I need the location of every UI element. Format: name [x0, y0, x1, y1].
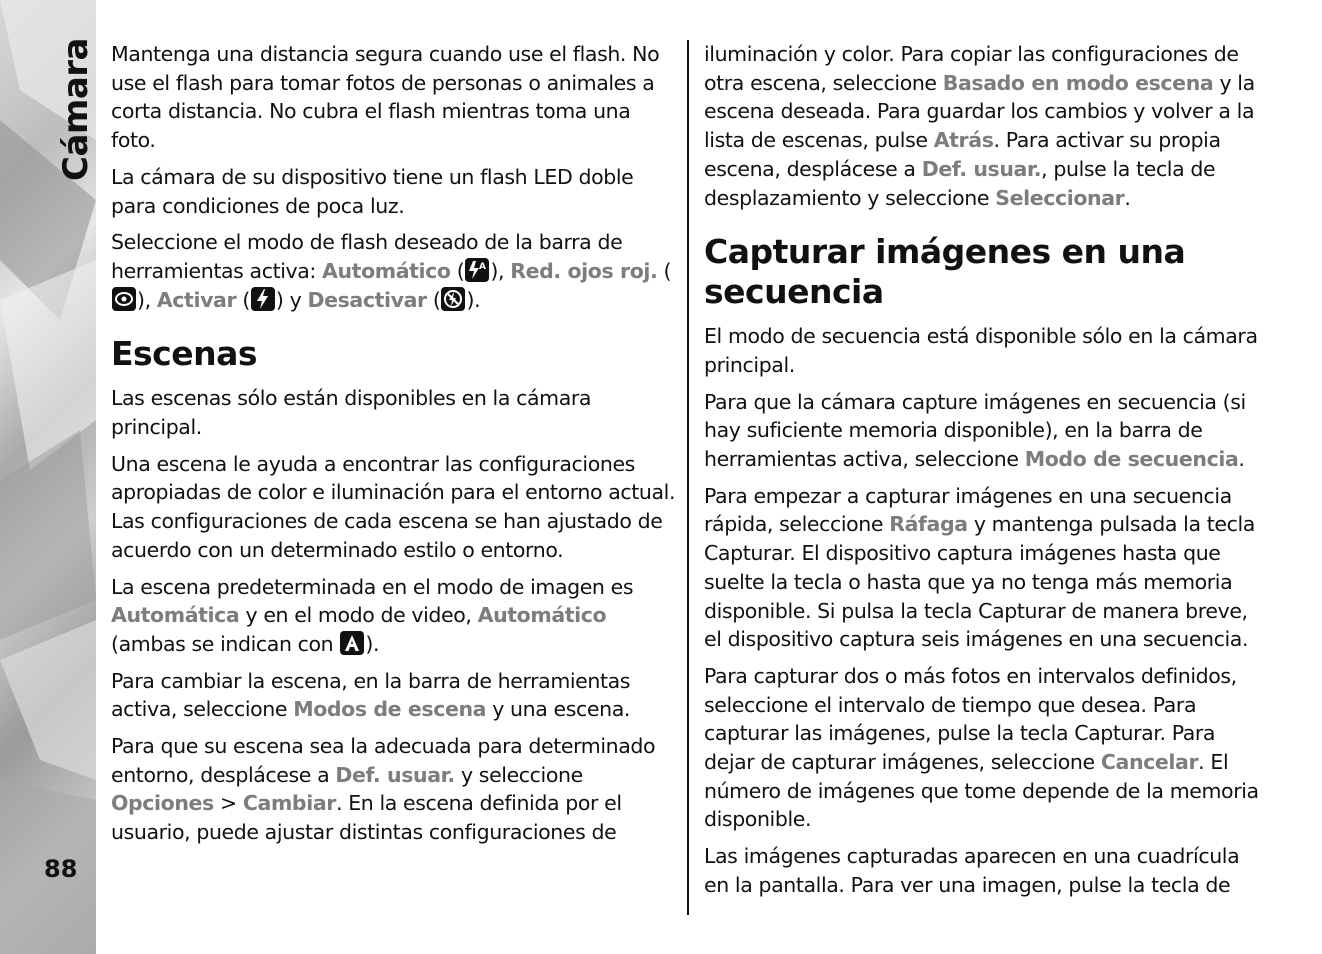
grid-paragraph: Las imágenes capturadas aparecen en una cuadrícula en la pantalla. Para ver una imagen, pulse la tecla de	[704, 844, 1240, 897]
flash-off-icon	[441, 287, 465, 311]
sequence-availability-paragraph: El modo de secuencia está disponible sólo en la cámara principal.	[704, 324, 1258, 377]
back-option: Atrás	[933, 128, 994, 153]
flash-on-option: Activar	[156, 287, 237, 312]
flash-mode-text: Seleccione el modo de flash deseado de la barra de herramientas activa:	[111, 230, 623, 283]
user-scene-paragraph	[111, 732, 676, 847]
led-flash-paragraph: La cámara de su dispositivo tiene un flash LED doble para condiciones de poca luz.	[111, 164, 634, 218]
scene-config-text-5: .	[1124, 185, 1131, 210]
cancel-option: Cancelar	[1100, 750, 1199, 775]
default-scene-paragraph: La escena predeterminada en el modo de imagen es Automática y en el modo de video, Automático (ambas se indican con ).	[111, 574, 634, 656]
section-title: Cámara	[56, 38, 96, 181]
user-def-option: Def. usuar.	[335, 762, 455, 787]
interval-text-2: . El número de imágenes que tome depende de la memoria disponible.	[704, 750, 1259, 832]
scene-config-text: iluminación y color. Para copiar las configuraciones de otra escena, seleccione	[704, 42, 1239, 95]
flash-on-icon	[251, 287, 275, 311]
change-option: Cambiar	[242, 791, 336, 816]
interval-text: Para capturar dos o más fotos en intervalos definidos, seleccione el intervalo de tiempo que desea. Para capturar las imágenes, pulse la tecla Capturar. Para dejar de capturar imágenes, seleccione	[704, 663, 1237, 775]
based-on-scene-option: Basado en modo escena	[942, 70, 1214, 95]
left-column	[111, 40, 676, 855]
flash-mode-paragraph: Seleccione el modo de flash deseado de la barra de herramientas activa: Automático ( A ), Red. ojos roj. ( ), Activar ( ) y Desactivar ( ).	[111, 230, 672, 312]
sequence-mode-paragraph	[704, 388, 1269, 474]
interval-paragraph	[704, 662, 1269, 834]
column-divider	[687, 40, 689, 915]
default-scene-text-3: (ambas se indican con	[111, 631, 340, 656]
scene-config-text-4: , pulse la tecla de desplazamiento y seleccione	[704, 156, 1216, 210]
scene-auto-icon	[340, 631, 364, 655]
options-option: Opciones	[111, 791, 214, 816]
change-scene-text: Para cambiar la escena, en la barra de herramientas activa, seleccione	[111, 668, 631, 722]
scene-modes-option: Modos de escena	[293, 697, 487, 722]
scene-config-text-3: . Para activar su propia escena, desplácese a	[704, 128, 1221, 181]
video-auto-option: Automático	[477, 603, 607, 628]
default-scene-text-2: y en el modo de video,	[239, 603, 478, 628]
scene-config-paragraph	[704, 40, 1269, 212]
scenes-description-paragraph: Una escena le ayuda a encontrar las configuraciones apropiadas de color e iluminación para el entorno actual. Las configuraciones de cada escena se han ajustado de acuerdo con un determinado estilo o entorno.	[111, 451, 676, 562]
burst-text: Para empezar a capturar imágenes en una secuencia rápida, seleccione	[704, 483, 1232, 537]
red-eye-option: Red. ojos roj.	[510, 258, 658, 283]
sequence-mode-text-2: .	[1238, 447, 1245, 472]
scenes-availability-paragraph: Las escenas sólo están disponibles en la cámara principal.	[111, 386, 592, 440]
flash-auto-icon	[465, 258, 489, 282]
sidebar	[0, 0, 96, 954]
burst-option: Ráfaga	[889, 512, 968, 537]
flash-off-option: Desactivar	[307, 287, 427, 312]
burst-paragraph	[704, 482, 1269, 654]
burst-text-2: y mantenga pulsada la tecla Capturar. El dispositivo captura imágenes hasta que suelte la tecla o hasta que ya no tenga más memoria disponible. Si pulsa la tecla Capturar de manera breve, el dispositivo captura seis imágenes en una secuencia.	[704, 512, 1255, 652]
user-scene-text-2: y seleccione	[454, 762, 583, 787]
select-option: Seleccionar	[995, 185, 1125, 210]
sequence-heading: Capturar imágenes en una secuencia	[704, 232, 1186, 312]
sequence-mode-text: Para que la cámara capture imágenes en secuencia (si hay suficiente memoria disponible), en la barra de herramientas activa, seleccione	[704, 389, 1246, 472]
user-def-option-2: Def. usuar.	[921, 156, 1042, 181]
flash-auto-option: Automático	[322, 258, 451, 283]
flash-safety-paragraph: Mantenga una distancia segura cuando use el flash. No use el flash para tomar fotos de personas o animales a corta distancia. No cubra el flash mientras toma una foto.	[111, 42, 660, 153]
right-column	[704, 40, 1269, 908]
default-scene-text: La escena predeterminada en el modo de imagen es	[111, 574, 634, 599]
menu-separator: >	[213, 791, 243, 816]
page-number: 88	[44, 855, 78, 883]
user-scene-text: Para que su escena sea la adecuada para determinado entorno, desplácese a	[111, 734, 656, 787]
red-eye-icon	[112, 287, 136, 311]
user-scene-text-3: . En la escena definida por el usuario, puede ajustar distintas configuraciones de	[111, 791, 622, 845]
change-scene-paragraph	[111, 667, 676, 724]
svg-text:A: A	[479, 261, 486, 272]
scene-config-text-2: y la escena deseada. Para guardar los cambios y volver a la lista de escenas, pulse	[704, 70, 1255, 153]
sequence-mode-option: Modo de secuencia	[1024, 447, 1239, 472]
conjunction-text: y	[283, 287, 308, 312]
change-scene-text-2: y una escena.	[486, 697, 630, 722]
image-auto-option: Automática	[111, 603, 240, 628]
escenas-heading: Escenas	[111, 334, 258, 374]
